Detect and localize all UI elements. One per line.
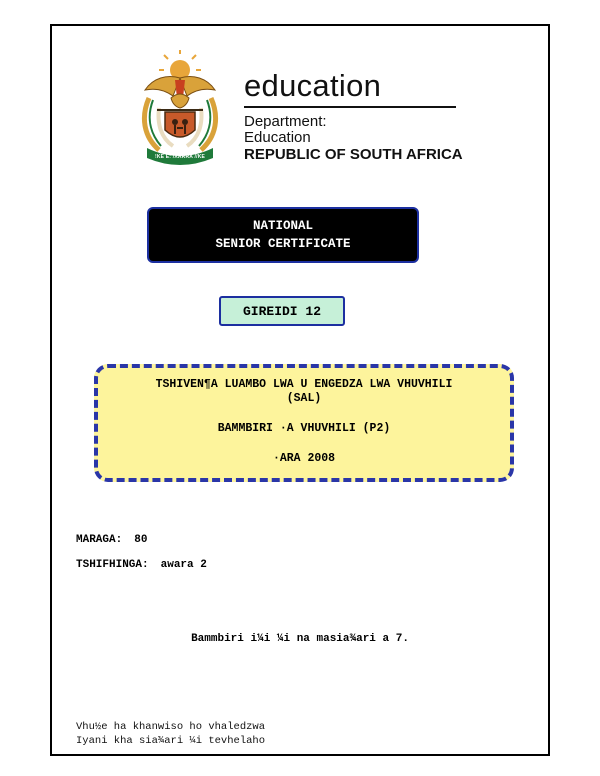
department-line-2: Education [244, 129, 311, 146]
marks-label: MARAGA: [76, 534, 123, 546]
marks-line [76, 534, 147, 546]
brand-word: education [244, 68, 382, 103]
subject-title: TSHIVEN¶A LUAMBO LWA U ENGEDZA LWA VHUVHILI [155, 378, 453, 391]
time-label: TSHIFHINGA: [76, 559, 149, 571]
time-line [76, 559, 207, 571]
certificate-line-1: NATIONAL [252, 219, 313, 233]
brand-divider [244, 106, 456, 108]
certificate-banner [147, 207, 419, 263]
subject-subtitle: (SAL) [286, 392, 322, 405]
department-line-1: Department: [244, 113, 327, 130]
paper-title: BAMMBIRI ·A VHUVHILI (P2) [217, 422, 391, 435]
subject-panel [94, 364, 514, 482]
grade-label: GIREIDI 12 [242, 303, 321, 319]
certificate-line-2: SENIOR CERTIFICATE [215, 237, 351, 251]
page-count-note: Bammbiri i¼i ¼i na masia¾ari a 7. [191, 633, 409, 645]
footer-note [76, 720, 265, 748]
marks-value: 80 [134, 534, 148, 546]
grade-badge [219, 296, 345, 326]
department-label [244, 114, 327, 146]
footer-line-1: Vhu½e ha khanwiso ho vhaledzwa [76, 721, 266, 733]
time-value: awara 2 [160, 559, 207, 571]
footer-line-2: Iyani kha sia¾ari ¼i tevhelaho [76, 735, 266, 747]
country-name: REPUBLIC OF SOUTH AFRICA [244, 146, 463, 163]
coat-of-arms-logo [133, 50, 227, 166]
exam-session: ·ARA 2008 [272, 452, 336, 465]
logo-motto: !KE E: /XARRA //KE [154, 154, 206, 160]
